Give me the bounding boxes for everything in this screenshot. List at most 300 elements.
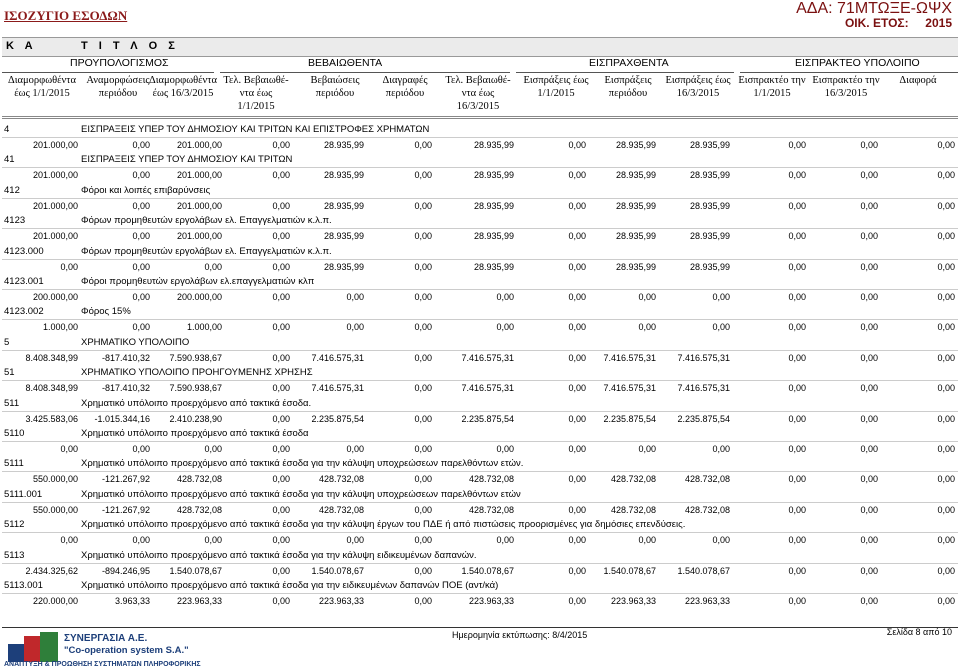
column-header-line: περιόδου [315,88,355,99]
amount-cell: 0,00 [638,292,656,302]
amount-cell: 223.963,33 [610,596,656,606]
amount-cell: 0,00 [414,262,432,272]
banner-ka: Κ Α [6,40,37,52]
amount-cell: 0,00 [937,231,955,241]
column-header-line: έως 1/1/2015 [14,88,70,99]
amount-cell: 0,00 [568,140,586,150]
amount-cell: 0,00 [272,292,290,302]
column-header-line: 16/3/2015 [456,101,500,112]
amount-cell: 0,00 [272,262,290,272]
amount-cell: 0,00 [272,474,290,484]
column-header-line: Διαμορφωθέντα [148,75,218,86]
group-remaining: ΕΙΣΠΡΑΚΤΕΟ ΥΠΟΛΟΙΠΟ [795,57,920,69]
amount-cell: 28.935,99 [473,262,514,272]
amount-cell: 28.935,99 [689,262,730,272]
amount-cell: 2.235.875,54 [311,414,364,424]
amount-cell: 223.963,33 [176,596,222,606]
amount-cell: 0,00 [860,322,878,332]
amount-cell: 0,00 [788,262,806,272]
amount-cell: 0,00 [788,535,806,545]
header-divider [2,118,958,119]
amount-cell: 0,00 [712,444,730,454]
company-logo [4,632,60,664]
column-groups [2,56,958,72]
banner-titlos: Τ Ι Τ Λ Ο Σ [81,40,179,52]
amount-cell: 0,00 [788,383,806,393]
amount-cell: 28.935,99 [323,201,364,211]
amount-cell: 0,00 [937,596,955,606]
amount-cell: 2.235.875,54 [677,414,730,424]
amount-cell: 0,00 [132,322,150,332]
amount-cell: 0,00 [788,140,806,150]
amount-cell: 0,00 [60,444,78,454]
row-separator [2,167,958,168]
amount-cell: 428.732,08 [610,505,656,515]
column-header-line: ντα έως [461,88,495,99]
amount-cell: 0,00 [568,566,586,576]
column-header-line: Εισπράξεις [604,75,652,86]
row-separator [2,502,958,503]
amount-cell: 223.963,33 [468,596,514,606]
amount-cell: 0,00 [60,262,78,272]
amount-cell: 3.425.583,06 [25,414,78,424]
amount-cell: 0,00 [414,353,432,363]
column-header-line: 16/3/2015 [824,88,868,99]
amount-cell: 7.590.938,67 [169,353,222,363]
column-header-line: Βεβαιώσεις [310,75,360,86]
amount-cell: 0,00 [414,505,432,515]
column-header-line: 1/1/2015 [537,88,575,99]
amount-cell: 0,00 [272,505,290,515]
amount-cell: 0,00 [132,535,150,545]
amount-cell: 0,00 [937,170,955,180]
amount-cell: 0,00 [860,444,878,454]
amount-cell: 201.000,00 [176,140,222,150]
report-title: ΙΣΟΖΥΓΙΟ ΕΣΟΔΩΝ [4,8,128,23]
amount-cell: 0,00 [272,535,290,545]
amount-cell: 28.935,99 [615,262,656,272]
amount-cell: 428.732,08 [318,474,364,484]
account-title: Χρηματικό υπόλοιπο προερχόμενο από τακτικά έσοδα για την κάλυψη υποχρεώσεων παρελθόντων ετών [81,489,521,500]
account-title: ΕΙΣΠΡΑΞΕΙΣ ΥΠΕΡ ΤΟΥ ΔΗΜΟΣΙΟΥ ΚΑΙ ΤΡΙΤΩΝ [81,154,293,165]
amount-cell: -894.246,95 [101,566,150,576]
account-code: 5111.001 [4,489,43,500]
account-title: Χρηματικό υπόλοιπο προερχόμενο από τακτικά έσοδα για την κάλυψη έργων του ΠΔΕ ή από πιστώσεις προορισμένες για δημόσιες επενδύσεις. [81,519,686,530]
account-code: 4123 [4,215,26,226]
amount-cell: 0,00 [272,201,290,211]
amount-cell: 0,00 [272,170,290,180]
amount-cell: 0,00 [496,535,514,545]
amount-cell: 0,00 [638,322,656,332]
amount-cell: 0,00 [712,322,730,332]
column-header-line: Διαμορφωθέντα [7,75,77,86]
amount-cell: 28.935,99 [615,231,656,241]
column-header-line: 1/1/2015 [753,88,791,99]
row-separator [2,289,958,290]
amount-cell: 28.935,99 [615,201,656,211]
amount-cell: 28.935,99 [689,231,730,241]
amount-cell: -121.267,92 [101,474,150,484]
row-separator [2,441,958,442]
account-code: 412 [4,185,20,196]
amount-cell: 0,00 [204,444,222,454]
amount-cell: 201.000,00 [32,170,78,180]
amount-cell: 0,00 [788,201,806,211]
amount-cell: 428.732,08 [176,505,222,515]
row-separator [2,259,958,260]
account-code: 5113 [4,550,25,561]
account-code: 4123.002 [4,306,44,317]
amount-cell: 0,00 [414,444,432,454]
amount-cell: 0,00 [132,444,150,454]
amount-cell: 0,00 [860,414,878,424]
amount-cell: 0,00 [860,262,878,272]
amount-cell: 1.000,00 [186,322,222,332]
amount-cell: 7.590.938,67 [169,383,222,393]
amount-cell: 0,00 [937,535,955,545]
amount-cell: 428.732,08 [318,505,364,515]
amount-cell: 0,00 [860,474,878,484]
amount-cell: 0,00 [712,535,730,545]
fiscal-year-value: 2015 [925,16,952,30]
amount-cell: 28.935,99 [323,231,364,241]
amount-cell: 0,00 [568,535,586,545]
account-code: 5110 [4,428,25,439]
amount-cell: 0,00 [414,596,432,606]
amount-cell: 7.416.575,31 [603,353,656,363]
amount-cell: 0,00 [272,596,290,606]
amount-cell: -817.410,32 [101,353,150,363]
amount-cell: 0,00 [860,292,878,302]
account-code: 4 [4,124,10,135]
amount-cell: 1.540.078,67 [677,566,730,576]
amount-cell: 0,00 [346,292,364,302]
amount-cell: 0,00 [414,535,432,545]
amount-cell: 7.416.575,31 [603,383,656,393]
amount-cell: 200.000,00 [176,292,222,302]
page-number: Σελίδα 8 από 10 [886,627,952,637]
amount-cell: 0,00 [860,596,878,606]
account-title: Φόροι και λοιπές επιβαρύνσεις [81,185,211,196]
amount-cell: 0,00 [568,414,586,424]
amount-cell: 0,00 [414,383,432,393]
amount-cell: 2.235.875,54 [461,414,514,424]
amount-cell: 28.935,99 [323,140,364,150]
amount-cell: 0,00 [496,292,514,302]
amount-cell: 0,00 [132,170,150,180]
amount-cell: 0,00 [346,444,364,454]
account-code: 4123.000 [4,246,44,257]
amount-cell: 550.000,00 [32,474,78,484]
amount-cell: 0,00 [638,535,656,545]
amount-cell: 0,00 [568,170,586,180]
amount-cell: 0,00 [860,170,878,180]
amount-cell: 7.416.575,31 [677,383,730,393]
amount-cell: 8.408.348,99 [25,383,78,393]
amount-cell: 0,00 [937,444,955,454]
amount-cell: 0,00 [272,444,290,454]
amount-cell: 0,00 [568,383,586,393]
amount-cell: 0,00 [568,262,586,272]
amount-cell: 28.935,99 [473,201,514,211]
amount-cell: 0,00 [60,535,78,545]
amount-cell: 0,00 [638,444,656,454]
column-header [295,74,375,100]
amount-cell: 201.000,00 [32,231,78,241]
column-header-line: Εισπράξεις έως [523,75,589,86]
group-underline [2,72,214,73]
account-title: ΧΡΗΜΑΤΙΚΟ ΥΠΟΛΟΙΠΟ ΠΡΟΗΓΟΥΜΕΝΗΣ ΧΡΗΣΗΣ [81,367,313,378]
row-separator [2,532,958,533]
account-title: ΧΡΗΜΑΤΙΚΟ ΥΠΟΛΟΙΠΟ [81,337,190,348]
row-separator [2,137,958,138]
account-title: ΕΙΣΠΡΑΞΕΙΣ ΥΠΕΡ ΤΟΥ ΔΗΜΟΣΙΟΥ ΚΑΙ ΤΡΙΤΩΝ ΚΑΙ ΕΠΙΣΤΡΟΦΕΣ ΧΡΗΜΑΤΩΝ [81,124,430,135]
group-collected: ΕΙΣΠΡΑΧΘΕΝΤΑ [589,57,669,69]
column-header-line: 1/1/2015 [237,101,275,112]
company-tagline: ΑΝΑΠΤΥΞΗ & ΠΡΟΩΘΗΣΗ ΣΥΣΤΗΜΑΤΩΝ ΠΛΗΡΟΦΟΡΙΚΗΣ [4,661,201,668]
account-title: Χρηματικό υπόλοιπο προερχόμενο από τακτικά έσοδα. [81,398,312,409]
amount-cell: 7.416.575,31 [311,383,364,393]
amount-cell: 7.416.575,31 [461,353,514,363]
amount-cell: 0,00 [132,201,150,211]
amount-cell: 1.540.078,67 [169,566,222,576]
account-code: 41 [4,154,15,165]
amount-cell: 0,00 [937,262,955,272]
amount-cell: 201.000,00 [176,201,222,211]
amount-cell: 28.935,99 [473,170,514,180]
row-separator [2,228,958,229]
row-separator [2,350,958,351]
amount-cell: 0,00 [132,140,150,150]
row-separator [2,593,958,594]
amount-cell: 0,00 [272,322,290,332]
amount-cell: 0,00 [860,566,878,576]
column-header-line: περιόδου [608,88,648,99]
amount-cell: 0,00 [937,414,955,424]
amount-cell: 1.540.078,67 [311,566,364,576]
amount-cell: 28.935,99 [323,262,364,272]
amount-cell: 0,00 [568,444,586,454]
account-title: Φόρων προμηθευτών εργολάβων ελ. Επαγγελματιών κ.λ.π. [81,215,332,226]
amount-cell: 0,00 [937,383,955,393]
amount-cell: 1.540.078,67 [461,566,514,576]
amount-cell: 0,00 [937,322,955,332]
column-header [806,74,886,100]
amount-cell: 0,00 [272,414,290,424]
amount-cell: 0,00 [568,353,586,363]
amount-cell: 0,00 [272,353,290,363]
amount-cell: 0,00 [414,474,432,484]
column-header [438,74,518,113]
amount-cell: 28.935,99 [615,140,656,150]
amount-cell: 1.000,00 [42,322,78,332]
amount-cell: 0,00 [788,444,806,454]
column-header-line: 16/3/2015 [676,88,720,99]
amount-cell: 0,00 [937,201,955,211]
group-underline [516,72,734,73]
column-banner [2,37,958,57]
amount-cell: 2.410.238,90 [169,414,222,424]
print-date: Ημερομηνία εκτύπωσης: 8/4/2015 [452,630,588,640]
column-header [878,74,958,87]
amount-cell: 201.000,00 [176,231,222,241]
account-code: 51 [4,367,15,378]
ada-code: ΑΔΑ: 71ΜΤΩΞΕ-ΩΨΧ [796,0,952,17]
footer-divider [2,627,958,628]
amount-cell: 0,00 [414,201,432,211]
fiscal-year-label: ΟΙΚ. ΕΤΟΣ: [844,16,909,30]
account-title: Χρηματικό υπόλοιπο προερχόμενο από τακτικά έσοδα για την ειδικευμένων δαπανών ΠΟΕ (αντ/κά) [81,580,499,591]
amount-cell: 0,00 [568,292,586,302]
amount-cell: 0,00 [860,201,878,211]
row-separator [2,471,958,472]
row-separator [2,198,958,199]
amount-cell: 28.935,99 [689,170,730,180]
column-header-line: Τελ. Βεβαιωθέ- [223,75,289,86]
account-code: 4123.001 [4,276,44,287]
column-header-line: περιόδου [385,88,425,99]
amount-cell: 7.416.575,31 [677,353,730,363]
amount-cell: 0,00 [346,535,364,545]
amount-cell: 0,00 [568,474,586,484]
amount-cell: 0,00 [346,322,364,332]
amount-cell: 0,00 [788,566,806,576]
amount-cell: 0,00 [496,444,514,454]
amount-cell: 0,00 [414,140,432,150]
amount-cell: -817.410,32 [101,383,150,393]
amount-cell: 0,00 [568,231,586,241]
account-code: 5 [4,337,10,348]
amount-cell: 28.935,99 [689,140,730,150]
amount-cell: 0,00 [860,231,878,241]
amount-cell: 223.963,33 [318,596,364,606]
column-header-line: Εισπρακτέο την [812,75,880,86]
amount-cell: 0,00 [568,322,586,332]
amount-cell: 0,00 [937,505,955,515]
amount-cell: 428.732,08 [176,474,222,484]
amount-cell: 0,00 [860,383,878,393]
amount-cell: 428.732,08 [684,474,730,484]
column-header-line: έως 16/3/2015 [152,88,214,99]
amount-cell: 0,00 [788,292,806,302]
column-header [143,74,223,100]
amount-cell: 28.935,99 [323,170,364,180]
amount-cell: 0,00 [788,353,806,363]
amount-cell: 0,00 [272,566,290,576]
amount-cell: 0,00 [414,231,432,241]
amount-cell: 0,00 [496,322,514,332]
amount-cell: 223.963,33 [684,596,730,606]
amount-cell: 0,00 [788,231,806,241]
amount-cell: 0,00 [414,292,432,302]
column-header [2,74,82,100]
account-code: 5111 [4,458,24,469]
group-underline [220,72,510,73]
amount-cell: 201.000,00 [176,170,222,180]
amount-cell: 7.416.575,31 [311,353,364,363]
amount-cell: 1.540.078,67 [603,566,656,576]
amount-cell: 0,00 [414,414,432,424]
amount-cell: 0,00 [937,353,955,363]
amount-cell: 0,00 [788,474,806,484]
group-underline [740,72,958,73]
amount-cell: 0,00 [860,140,878,150]
amount-cell: 0,00 [788,414,806,424]
header-divider [2,116,958,117]
amount-cell: 0,00 [860,535,878,545]
group-budget: ΠΡΟΥΠΟΛΟΓΙΣΜΟΣ [70,57,169,69]
amount-cell: 0,00 [937,292,955,302]
amount-cell: 2.235.875,54 [603,414,656,424]
amount-cell: 0,00 [860,353,878,363]
amount-cell: 0,00 [204,262,222,272]
amount-cell: 8.408.348,99 [25,353,78,363]
amount-cell: 0,00 [272,140,290,150]
column-header-line: Διαφορά [899,75,937,86]
amount-cell: 28.935,99 [473,140,514,150]
amount-cell: 0,00 [414,566,432,576]
amount-cell: 428.732,08 [684,505,730,515]
amount-cell: 0,00 [788,322,806,332]
column-header-line: Εισπράξεις έως [665,75,731,86]
amount-cell: 0,00 [204,535,222,545]
amount-cell: 428.732,08 [468,474,514,484]
column-header-line: Εισπρακτέο την [738,75,806,86]
column-header [588,74,668,100]
amount-cell: 220.000,00 [32,596,78,606]
amount-cell: 0,00 [788,505,806,515]
group-certified: ΒΕΒΑΙΩΘΕΝΤΑ [308,57,383,69]
column-header-line: Τελ. Βεβαιωθέ- [445,75,511,86]
amount-cell: 7.416.575,31 [461,383,514,393]
amount-cell: 428.732,08 [468,505,514,515]
company-name-en: "Co-operation system S.A." [64,645,189,656]
column-header-line: Διαγραφές [382,75,428,86]
row-separator [2,563,958,564]
account-title: Φόρος 15% [81,306,131,317]
amount-cell: 0,00 [568,201,586,211]
row-separator [2,319,958,320]
amount-cell: 2.434.325,62 [25,566,78,576]
amount-cell: 0,00 [937,474,955,484]
account-code: 511 [4,398,20,409]
column-header [365,74,445,100]
column-header [658,74,738,100]
company-name: ΣΥΝΕΡΓΑΣΙΑ Α.Ε. [64,633,148,644]
amount-cell: 201.000,00 [32,201,78,211]
column-header-line: περιόδου [98,88,138,99]
amount-cell: 28.935,99 [615,170,656,180]
account-title: Χρηματικό υπόλοιπο προερχόμενο από τακτικά έσοδα για την κάλυψη ειδικευμένων δαπανών. [81,550,477,561]
amount-cell: 428.732,08 [610,474,656,484]
amount-cell: 0,00 [132,262,150,272]
amount-cell: 0,00 [712,292,730,302]
amount-cell: 200.000,00 [32,292,78,302]
account-title: Φόρων προμηθευτών εργολάβων ελ. Επαγγελματιών κ.λ.π. [81,246,332,257]
account-title: Χρηματικό υπόλοιπο προερχόμενο από τακτικά έσοδα [81,428,309,439]
column-header-line: Αναμορφώσεις [86,75,150,86]
amount-cell: 0,00 [788,170,806,180]
amount-cell: 0,00 [860,505,878,515]
amount-cell: 28.935,99 [689,201,730,211]
column-header [216,74,296,113]
amount-cell: 0,00 [414,322,432,332]
amount-cell: 0,00 [132,231,150,241]
amount-cell: 0,00 [272,383,290,393]
amount-cell: 550.000,00 [32,505,78,515]
account-code: 5112 [4,519,25,530]
amount-cell: -1.015.344,16 [94,414,150,424]
